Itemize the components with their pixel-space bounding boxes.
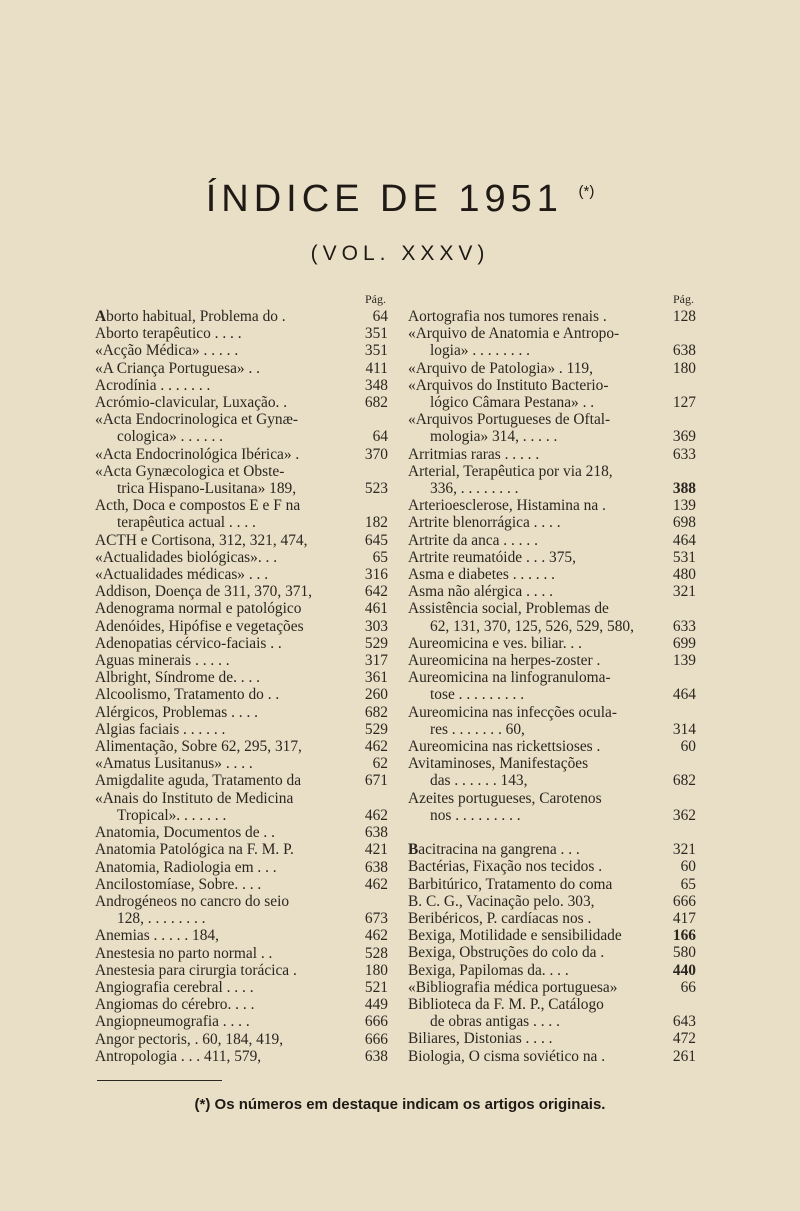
index-entry <box>408 893 696 910</box>
index-entry <box>408 772 696 789</box>
entry-page-number: 464 <box>672 531 696 549</box>
entry-text: 128, . . . . . . . . <box>117 910 206 928</box>
entry-text: Aborto habitual, Problema do . <box>95 308 286 325</box>
entry-page-number: 462 <box>364 738 388 756</box>
entry-page-number: 417 <box>672 909 696 927</box>
entry-text: Adenopatias cérvico-faciais . . <box>95 634 282 652</box>
entry-text: Arterial, Terapêutica por via 218, <box>408 462 613 480</box>
index-entry <box>95 669 388 686</box>
index-entry <box>408 618 696 635</box>
entry-text: de obras antigas . . . . <box>430 1013 560 1031</box>
index-entry <box>95 910 388 927</box>
entry-page-number: 260 <box>364 686 388 704</box>
index-entry <box>95 721 388 738</box>
entry-text: Beribéricos, P. cardíacas nos . <box>408 909 592 927</box>
entry-page-number: 314 <box>672 720 696 738</box>
entry-page-number: 666 <box>672 892 696 910</box>
entry-page-number: 139 <box>672 652 696 670</box>
title-footnote-mark: (*) <box>578 183 595 200</box>
index-entry <box>95 1031 388 1048</box>
index-entry <box>408 1030 696 1047</box>
volume-subtitle: (VOL. XXXV) <box>310 242 490 265</box>
entry-text: Aureomicina na linfogranuloma- <box>408 669 611 687</box>
entry-page-number: 60 <box>680 738 696 756</box>
index-entry <box>95 1048 388 1065</box>
index-entry <box>408 411 696 428</box>
entry-text: Anestesia no parto normal . . <box>95 944 273 962</box>
entry-page-number: 351 <box>364 325 388 343</box>
entry-text: Androgéneos no cancro do seio <box>95 892 290 910</box>
entry-text: «Arquivos Portugueses de Oftal- <box>408 411 611 429</box>
index-entry <box>95 360 388 377</box>
entry-text: Algias faciais . . . . . . <box>95 720 226 738</box>
entry-page-number: 638 <box>364 1047 388 1065</box>
index-entry <box>95 549 388 566</box>
entry-page-number: 361 <box>364 669 388 687</box>
index-entry <box>408 1013 696 1030</box>
entry-text: Angiomas do cérebro. . . . <box>95 996 255 1014</box>
index-entry <box>408 428 696 445</box>
entry-page-number: 528 <box>364 944 388 962</box>
entry-text: Alimentação, Sobre 62, 295, 317, <box>95 738 302 756</box>
index-entry <box>408 721 696 738</box>
entry-page-number: 682 <box>672 772 696 790</box>
entry-page-number: 461 <box>364 600 388 618</box>
entry-text: Addison, Doença de 311, 370, 371, <box>95 583 313 601</box>
entry-text: «Arquivo de Anatomia e Antropo- <box>408 325 620 343</box>
index-entry <box>408 600 696 617</box>
index-entry <box>95 618 388 635</box>
entry-page-number: 321 <box>672 841 696 859</box>
index-entry <box>95 463 388 480</box>
entry-page-number: 638 <box>364 858 388 876</box>
index-entry <box>95 652 388 669</box>
index-entry <box>408 394 696 411</box>
index-entry <box>95 996 388 1013</box>
entry-text: 62, 131, 370, 125, 526, 529, 580, <box>430 617 634 635</box>
entry-page-number: 462 <box>364 927 388 945</box>
entry-text: Biliares, Distonias . . . . <box>408 1030 553 1048</box>
entry-page-number: 64 <box>372 308 388 325</box>
index-entry <box>408 910 696 927</box>
entry-text: Antropologia . . . 411, 579, <box>95 1047 262 1065</box>
entry-text: Adenóides, Hipófise e vegetações <box>95 617 304 635</box>
entry-text: Amigdalite aguda, Tratamento da <box>95 772 302 790</box>
entry-page-number: 643 <box>672 1013 696 1031</box>
index-entry <box>95 446 388 463</box>
index-entry <box>408 755 696 772</box>
index-entry <box>95 824 388 841</box>
index-entry <box>95 514 388 531</box>
index-entry <box>408 858 696 875</box>
entry-page-number: 698 <box>672 514 696 532</box>
index-entry <box>408 342 696 359</box>
entry-page-number: 180 <box>672 359 696 377</box>
entry-page-number: 464 <box>672 686 696 704</box>
index-entry <box>95 686 388 703</box>
index-entry <box>408 549 696 566</box>
index-entry <box>95 927 388 944</box>
entry-page-number: 316 <box>364 566 388 584</box>
entry-text: logia» . . . . . . . . <box>430 342 531 360</box>
index-entry <box>408 652 696 669</box>
entry-page-number: 388 <box>672 480 696 498</box>
entry-text: trica Hispano-Lusitana» 189, <box>117 480 297 498</box>
entry-page-number: 362 <box>672 806 696 824</box>
entry-text: cologica» . . . . . . <box>117 428 223 446</box>
entry-text: Bacitracina na gangrena . . . <box>408 841 580 859</box>
entry-page-number: 699 <box>672 634 696 652</box>
index-entry <box>95 945 388 962</box>
entry-text: Arterioesclerose, Histamina na . <box>408 497 606 515</box>
entry-text: Alérgicos, Problemas . . . . <box>95 703 259 721</box>
entry-page-number: 480 <box>672 566 696 584</box>
entry-page-number: 180 <box>364 961 388 979</box>
footnote: (*) Os números em destaque indicam os artigos originais. <box>194 1096 606 1113</box>
section-gap <box>408 824 696 841</box>
page-column-header: Pág. <box>673 292 694 306</box>
index-entry <box>95 635 388 652</box>
entry-page-number: 261 <box>672 1047 696 1065</box>
entry-page-number: 529 <box>364 634 388 652</box>
entry-text: Avitaminoses, Manifestações <box>408 755 589 773</box>
entry-text: Biblioteca da F. M. P., Catálogo <box>408 995 604 1013</box>
entry-page-number: 166 <box>672 927 696 945</box>
entry-text: Bexiga, Papilomas da. . . . <box>408 961 569 979</box>
index-entry <box>95 979 388 996</box>
index-entry <box>95 807 388 824</box>
entry-page-number: 370 <box>364 445 388 463</box>
index-entry <box>95 411 388 428</box>
entry-page-number: 638 <box>364 824 388 842</box>
entry-page-number: 633 <box>672 617 696 635</box>
entry-text: «Arquivo de Patologia» . 119, <box>408 359 593 377</box>
index-column-right <box>408 290 696 1065</box>
index-entry <box>95 1013 388 1030</box>
entry-text: Aureomicina e ves. biliar. . . <box>408 634 582 652</box>
entry-page-number: 369 <box>672 428 696 446</box>
entry-page-number: 521 <box>364 978 388 996</box>
entry-page-number: 462 <box>364 806 388 824</box>
entry-text: Artrite da anca . . . . . <box>408 531 538 549</box>
index-entry <box>408 979 696 996</box>
entry-text: Aureomicina na herpes-zoster . <box>408 652 601 670</box>
entry-page-number: 127 <box>672 394 696 412</box>
index-entry <box>95 600 388 617</box>
index-entry <box>408 360 696 377</box>
entry-page-number: 531 <box>672 548 696 566</box>
entry-page-number: 62 <box>372 755 388 773</box>
index-entry <box>408 497 696 514</box>
entry-text: das . . . . . . 143, <box>430 772 528 790</box>
entry-text: «Arquivos do Instituto Bacterio- <box>408 376 609 394</box>
entry-text: nos . . . . . . . . . <box>430 806 521 824</box>
entry-page-number: 351 <box>364 342 388 360</box>
index-entry <box>95 394 388 411</box>
entry-text: «Amatus Lusitanus» . . . . <box>95 755 253 773</box>
index-entry <box>408 635 696 652</box>
index-entry <box>95 428 388 445</box>
entry-page-number: 671 <box>364 772 388 790</box>
entry-page-number: 65 <box>680 875 696 893</box>
entry-text: Anemias . . . . . 184, <box>95 927 219 945</box>
entry-text: «A Criança Portuguesa» . . <box>95 359 260 377</box>
index-entry <box>408 686 696 703</box>
index-entry <box>95 790 388 807</box>
index-entry <box>95 738 388 755</box>
index-entry <box>95 497 388 514</box>
index-entry <box>95 480 388 497</box>
entry-page-number: 529 <box>364 720 388 738</box>
entry-text: Angiografia cerebral . . . . <box>95 978 254 996</box>
index-entry <box>95 772 388 789</box>
index-entry <box>408 532 696 549</box>
index-entry <box>95 841 388 858</box>
index-entry <box>408 790 696 807</box>
entry-text: 336, . . . . . . . . <box>430 480 519 498</box>
entry-text: Azeites portugueses, Carotenos <box>408 789 602 807</box>
index-entry <box>95 377 388 394</box>
index-entry <box>95 962 388 979</box>
entry-page-number: 642 <box>364 583 388 601</box>
entry-text: Asma e diabetes . . . . . . <box>408 566 556 584</box>
entry-page-number: 666 <box>364 1030 388 1048</box>
entry-text: «Bibliografia médica portuguesa» <box>408 978 618 996</box>
entry-text: Bexiga, Motilidade e sensibilidade <box>408 927 622 945</box>
entry-page-number: 60 <box>680 858 696 876</box>
index-entry <box>95 704 388 721</box>
entry-page-number: 317 <box>364 652 388 670</box>
entry-text: «Acção Médica» . . . . . <box>95 342 239 360</box>
entry-text: mologia» 314, . . . . . <box>430 428 558 446</box>
entry-text: res . . . . . . . 60, <box>430 720 525 738</box>
title-text: ÍNDICE DE 1951 <box>205 178 563 220</box>
index-entry <box>408 480 696 497</box>
entry-text: «Actualidades médicas» . . . <box>95 566 269 584</box>
index-entry <box>95 893 388 910</box>
index-entry <box>408 446 696 463</box>
entry-text: ACTH e Cortisona, 312, 321, 474, <box>95 531 308 549</box>
index-entry <box>408 514 696 531</box>
entry-page-number: 580 <box>672 944 696 962</box>
entry-text: B. C. G., Vacinação pelo. 303, <box>408 892 595 910</box>
entry-page-number: 128 <box>672 308 696 325</box>
index-entry <box>95 876 388 893</box>
page-column-header: Pág. <box>365 292 386 306</box>
entry-text: Aguas minerais . . . . . <box>95 652 230 670</box>
entry-text: Alcoolismo, Tratamento do . . <box>95 686 280 704</box>
index-entry <box>95 859 388 876</box>
entry-text: «Acta Endocrinológica Ibérica» . <box>95 445 300 463</box>
index-entry <box>95 308 388 325</box>
entry-text: «Actualidades biológicas». . . <box>95 548 278 566</box>
entry-text: «Acta Gynæcologica et Obste- <box>95 462 285 480</box>
entry-page-number: 182 <box>364 514 388 532</box>
index-entry <box>95 532 388 549</box>
entry-text: Barbitúrico, Tratamento do coma <box>408 875 613 893</box>
entry-page-number: 348 <box>364 376 388 394</box>
entry-text: Arritmias raras . . . . . <box>408 445 540 463</box>
index-entry <box>408 583 696 600</box>
entry-page-number: 449 <box>364 996 388 1014</box>
entry-text: Adenograma normal e patológico <box>95 600 302 618</box>
entry-text: Acrómio-clavicular, Luxação. . <box>95 394 288 412</box>
index-column-left <box>95 290 388 1065</box>
entry-text: Anatomia, Documentos de . . <box>95 824 275 842</box>
index-entry <box>408 308 696 325</box>
entry-text: Acrodínia . . . . . . . <box>95 376 211 394</box>
index-entry <box>408 996 696 1013</box>
entry-page-number: 421 <box>364 841 388 859</box>
entry-text: Biologia, O cisma soviético na . <box>408 1047 606 1065</box>
index-entry <box>95 342 388 359</box>
entry-text: Artrite reumatóide . . . 375, <box>408 548 576 566</box>
entry-page-number: 682 <box>364 394 388 412</box>
entry-page-number: 523 <box>364 480 388 498</box>
entry-text: Ancilostomíase, Sobre. . . . <box>95 875 262 893</box>
entry-text: lógico Câmara Pestana» . . <box>430 394 595 412</box>
index-entry <box>408 463 696 480</box>
index-entry <box>408 738 696 755</box>
entry-text: Acth, Doca e compostos E e F na <box>95 497 301 515</box>
entry-page-number: 321 <box>672 583 696 601</box>
entry-page-number: 66 <box>680 978 696 996</box>
entry-page-number: 633 <box>672 445 696 463</box>
index-entry <box>408 704 696 721</box>
index-entry <box>408 325 696 342</box>
index-entry <box>408 841 696 858</box>
entry-text: Aureomicina nas rickettsioses . <box>408 738 601 756</box>
entry-text: Asma não alérgica . . . . <box>408 583 554 601</box>
entry-text: Angiopneumografia . . . . <box>95 1013 250 1031</box>
entry-text: Angor pectoris, . 60, 184, 419, <box>95 1030 284 1048</box>
entry-text: tose . . . . . . . . . <box>430 686 525 704</box>
entry-page-number: 440 <box>672 961 696 979</box>
entry-text: Aureomicina nas infecções ocula- <box>408 703 617 721</box>
entry-page-number: 472 <box>672 1030 696 1048</box>
entry-page-number: 682 <box>364 703 388 721</box>
index-entry <box>408 962 696 979</box>
entry-text: Bactérias, Fixação nos tecidos . <box>408 858 603 876</box>
entry-page-number: 673 <box>364 910 388 928</box>
entry-page-number: 645 <box>364 531 388 549</box>
entry-page-number: 139 <box>672 497 696 515</box>
entry-text: Artrite blenorrágica . . . . <box>408 514 561 532</box>
entry-text: Tropical». . . . . . . <box>117 806 227 824</box>
index-entry <box>95 583 388 600</box>
entry-text: Anatomia Patológica na F. M. P. <box>95 841 294 859</box>
entry-page-number: 65 <box>372 548 388 566</box>
entry-text: Aborto terapêutico . . . . <box>95 325 242 343</box>
entry-text: «Anais do Instituto de Medicina <box>95 789 294 807</box>
section-initial: A <box>95 308 107 325</box>
footnote-divider <box>97 1080 222 1081</box>
entry-text: terapêutica actual . . . . <box>117 514 256 532</box>
entry-text: Bexiga, Obstruções do colo da . <box>408 944 605 962</box>
entry-text: Anestesia para cirurgia torácica . <box>95 961 297 979</box>
entry-text: Aortografia nos tumores renais . <box>408 308 607 325</box>
section-initial: B <box>408 841 419 859</box>
entry-text: Anatomia, Radiologia em . . . <box>95 858 277 876</box>
entry-page-number: 303 <box>364 617 388 635</box>
index-entry <box>408 1048 696 1065</box>
entry-page-number: 638 <box>672 342 696 360</box>
index-entry <box>408 807 696 824</box>
index-entry <box>408 927 696 944</box>
index-entry <box>408 876 696 893</box>
index-entry <box>95 566 388 583</box>
entry-text: Assistência social, Problemas de <box>408 600 609 618</box>
index-entry <box>408 377 696 394</box>
page-title <box>0 178 800 221</box>
entry-text: «Acta Endocrinologica et Gynæ- <box>95 411 299 429</box>
index-entry <box>408 566 696 583</box>
entry-page-number: 64 <box>372 428 388 446</box>
index-entry <box>408 669 696 686</box>
entry-page-number: 666 <box>364 1013 388 1031</box>
index-entry <box>408 944 696 961</box>
entry-page-number: 411 <box>365 359 388 377</box>
index-entry <box>95 755 388 772</box>
entry-page-number: 462 <box>364 875 388 893</box>
entry-text: Albright, Síndrome de. . . . <box>95 669 261 687</box>
index-entry <box>95 325 388 342</box>
